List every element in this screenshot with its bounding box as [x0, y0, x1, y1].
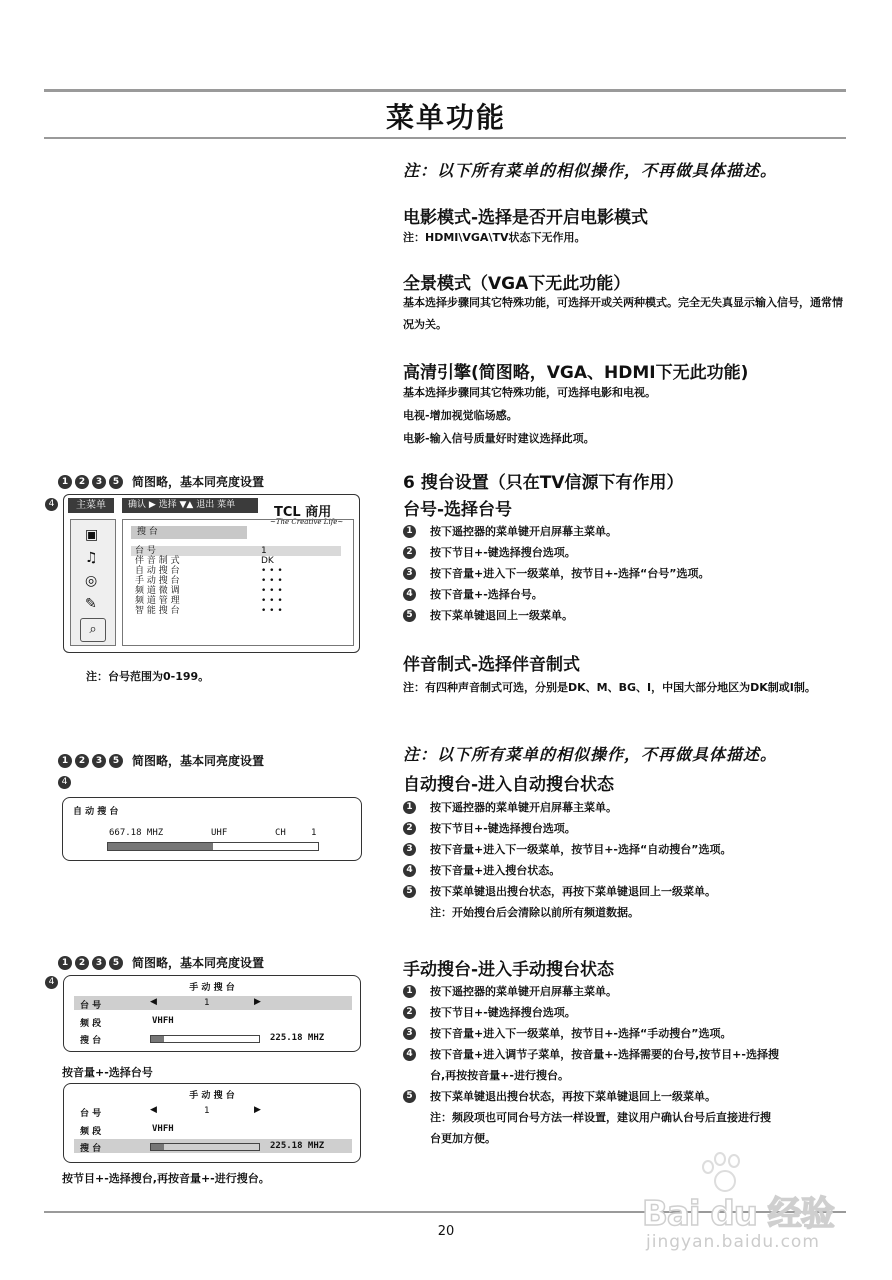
- step-text: 按下菜单键退回上一级菜单。: [430, 609, 573, 622]
- osd-content: [122, 519, 354, 646]
- osd-manual-progress-track: [150, 1143, 260, 1151]
- left-sec2-label: 简图略，基本同亮度设置: [132, 754, 265, 768]
- manual-search-note-1: 注：频段项也可同台号方法一样设置，建议用户确认台号后直接进行搜: [430, 1111, 771, 1124]
- step-item: [403, 605, 709, 626]
- left-sec1-header: [58, 473, 264, 490]
- step-number: 2: [403, 1006, 416, 1019]
- watermark-url: jingyan.baidu.com: [646, 1232, 820, 1252]
- search-icon: ⌕: [80, 618, 106, 642]
- tuning-subheading: 台号-选择台号: [403, 500, 513, 520]
- circle-number: 3: [92, 754, 106, 768]
- osd-manual-progress-fill: [151, 1144, 164, 1150]
- manual-search-heading: 手动搜台-进入手动搜台状态: [403, 960, 615, 980]
- manual-search-note-2: 台更加方便。: [430, 1132, 496, 1145]
- tuning-steps: [403, 521, 709, 626]
- osd-manual-value: VHFH: [152, 1016, 174, 1026]
- panorama-body: 基本选择步骤同其它特殊功能，可选择开或关两种模式。完全无失真显示输入信号，通常情况为关。: [403, 296, 843, 331]
- wrench-icon: ✎: [85, 596, 97, 612]
- auto-search-heading: 自动搜台-进入自动搜台状态: [403, 775, 615, 795]
- osd-manual-progress-fill: [151, 1036, 164, 1042]
- sound-system-note: 注：有四种声音制式可选，分别是DK、M、BG、I，中国大部分地区为DK制或I制。: [403, 681, 816, 694]
- step-item: [403, 1023, 779, 1044]
- sound-system-heading: 伴音制式-选择伴音制式: [403, 655, 581, 675]
- step-text: 按下遥控器的菜单键开启屏幕主菜单。: [430, 985, 617, 998]
- circle-number: 5: [109, 754, 123, 768]
- arrow-left-icon: ◀: [150, 997, 157, 1007]
- osd-manual-search-2: [63, 1083, 361, 1163]
- caption-select-search: 按节目+-选择搜台,再按音量+-进行搜台。: [62, 1172, 270, 1185]
- hd-engine-line-1: 基本选择步骤同其它特殊功能，可选择电影和电视。: [403, 386, 656, 399]
- step-text: 按下遥控器的菜单键开启屏幕主菜单。: [430, 801, 617, 814]
- movie-note: 注：HDMI\VGA\TV状态下无作用。: [403, 231, 586, 244]
- step-number: 1: [403, 801, 416, 814]
- step-number: 5: [403, 609, 416, 622]
- osd-row-value: • • •: [261, 606, 283, 616]
- circle-number: 2: [75, 475, 89, 489]
- osd-icon-sidebar: [70, 519, 116, 646]
- step-item: [403, 563, 709, 584]
- circle-number: 5: [109, 956, 123, 970]
- osd-row-labels: [135, 546, 180, 616]
- hd-engine-heading: 高清引擎(简图略，VGA、HDMI下无此功能): [403, 363, 749, 383]
- clock-icon: ◎: [85, 573, 98, 589]
- watermark-brand: Bai du 经验: [642, 1194, 834, 1234]
- osd-row-value: • • •: [261, 576, 283, 586]
- step-number: 4: [403, 588, 416, 601]
- top-rule-thick: [44, 89, 846, 92]
- osd-tuning-menu: [63, 494, 360, 653]
- step-text: 按下节目+-键选择搜台选项。: [430, 822, 576, 835]
- step-number: 3: [403, 567, 416, 580]
- osd-brand-sub: ~The Creative Life~: [270, 518, 344, 526]
- osd-row-value: • • •: [261, 586, 283, 596]
- circle-number-4: 4: [45, 498, 58, 511]
- page-title: 菜单功能: [385, 101, 506, 134]
- step-text: 按下菜单键退出搜台状态，再按下菜单键退回上一级菜单。: [430, 1090, 716, 1103]
- osd-manual-search-1: [63, 975, 361, 1052]
- page-number: 20: [437, 1224, 455, 1239]
- step-number: 2: [403, 546, 416, 559]
- osd-auto-progress-fill: [108, 843, 213, 850]
- osd-row-value: • • •: [261, 596, 283, 606]
- left-sec1-label: 简图略，基本同亮度设置: [132, 475, 265, 489]
- step-item: [403, 981, 779, 1002]
- step-number: 1: [403, 985, 416, 998]
- manual-search-steps: [403, 981, 779, 1149]
- osd-manual-label: 台 号: [80, 1109, 102, 1119]
- step-text: 按下音量+进入下一级菜单，按节目+-选择“自动搜台”选项。: [430, 843, 732, 856]
- osd-manual-label: 搜 台: [80, 1036, 102, 1046]
- title-rule: [44, 137, 846, 139]
- step-item: [403, 860, 731, 881]
- step-number: 2: [403, 822, 416, 835]
- osd-manual-label: 台 号: [80, 1001, 102, 1011]
- step-item: [403, 542, 709, 563]
- circle-number: 2: [75, 956, 89, 970]
- left-sec2-header: [58, 752, 264, 769]
- osd-auto-title: 自 动 搜 台: [73, 807, 119, 817]
- osd-row-label: 智 能 搜 台: [135, 606, 180, 616]
- osd-row-value: • • •: [261, 566, 283, 576]
- step-continuation: 台,再按按音量+-进行搜台。: [430, 1069, 569, 1082]
- hd-engine-line-3: 电影-输入信号质量好时建议选择此项。: [403, 432, 595, 445]
- osd-row-label: 频 道 管 理: [135, 596, 180, 606]
- circle-number-4: 4: [45, 976, 58, 989]
- circle-number: 3: [92, 475, 106, 489]
- osd-row-value: 1: [261, 546, 267, 556]
- note-channel-range: 注：台号范围为0-199。: [86, 670, 210, 683]
- osd-auto-band: UHF: [211, 828, 228, 838]
- osd-auto-search: [62, 797, 362, 861]
- caption-select-channel: 按音量+-选择台号: [62, 1066, 153, 1079]
- auto-search-steps: [403, 797, 731, 923]
- osd-auto-progress-track: [107, 842, 319, 851]
- osd-manual-title: 手 动 搜 台: [189, 983, 235, 993]
- step-text: 按下遥控器的菜单键开启屏幕主菜单。: [430, 525, 617, 538]
- osd-auto-ch-label: CH: [275, 828, 286, 838]
- hd-engine-line-2: 电视-增加视觉临场感。: [403, 409, 518, 422]
- step-number: 3: [403, 843, 416, 856]
- sound-icon: ♫: [85, 550, 98, 566]
- circle-number-4: 4: [58, 776, 71, 789]
- step-text: 按下节目+-键选择搜台选项。: [430, 1006, 576, 1019]
- circle-number: 1: [58, 956, 72, 970]
- picture-icon: ▣: [85, 527, 99, 543]
- osd-manual-value: VHFH: [152, 1124, 174, 1134]
- osd-row-value: DK: [261, 556, 274, 566]
- circle-number: 5: [109, 475, 123, 489]
- step-item: [403, 1086, 779, 1107]
- step-item: [403, 881, 731, 902]
- step-number: 5: [403, 1090, 416, 1103]
- circle-number: 2: [75, 754, 89, 768]
- step-text: 按下音量+进入调节子菜单，按音量+-选择需要的台号,按节目+-选择搜: [430, 1048, 779, 1061]
- osd-row-highlight: [74, 996, 352, 1010]
- osd-manual-freq: 225.18 MHZ: [270, 1033, 325, 1043]
- osd-tab-main: 主菜单: [68, 498, 114, 513]
- step-text: 按下音量+-选择台号。: [430, 588, 543, 601]
- arrow-right-icon: ▶: [254, 997, 261, 1007]
- left-sec3-label: 简图略，基本同亮度设置: [132, 956, 265, 970]
- step-text: 按下菜单键退出搜台状态，再按下菜单键退回上一级菜单。: [430, 885, 716, 898]
- step-item: [403, 584, 709, 605]
- osd-row-label: 频 道 微 调: [135, 586, 180, 596]
- step-item: [403, 521, 709, 542]
- osd-manual-value: 1: [204, 1106, 210, 1116]
- step-number: 5: [403, 885, 416, 898]
- note-italic-2: 注：以下所有菜单的相似操作，不再做具体描述。: [403, 745, 778, 764]
- osd-row-label: 台 号: [135, 546, 156, 556]
- panorama-heading: 全景模式（VGA下无此功能）: [403, 274, 631, 294]
- step-text: 按下音量+进入下一级菜单，按节目+-选择“台号”选项。: [430, 567, 710, 580]
- osd-auto-freq: 667.18 MHZ: [109, 828, 164, 838]
- osd-manual-label: 频 段: [80, 1127, 102, 1137]
- osd-nav-bar: 确认 ▶ 选择 ▼▲ 退出 菜单: [122, 498, 258, 513]
- osd-auto-ch: 1: [311, 828, 317, 838]
- arrow-left-icon: ◀: [150, 1105, 157, 1115]
- osd-manual-label: 频 段: [80, 1019, 102, 1029]
- step-number: 4: [403, 1048, 416, 1061]
- osd-row-label: 伴 音 制 式: [135, 556, 180, 566]
- circle-number: 3: [92, 956, 106, 970]
- step-item: [403, 1002, 779, 1023]
- tuning-heading: 6 搜台设置（只在TV信源下有作用）: [403, 473, 684, 493]
- osd-manual-progress-track: [150, 1035, 260, 1043]
- left-sec3-header: [58, 954, 264, 971]
- osd-manual-freq: 225.18 MHZ: [270, 1141, 325, 1151]
- osd-brand: TCL 商用: [274, 505, 332, 520]
- osd-manual-label: 搜 台: [80, 1144, 102, 1154]
- step-item: [403, 1044, 779, 1065]
- osd-row-values: [261, 546, 283, 616]
- step-text: 按下节目+-键选择搜台选项。: [430, 546, 576, 559]
- osd-manual-value: 1: [204, 998, 210, 1008]
- auto-search-note: 注：开始搜台后会清除以前所有频道数据。: [430, 906, 639, 919]
- osd-manual-title: 手 动 搜 台: [189, 1091, 235, 1101]
- arrow-right-icon: ▶: [254, 1105, 261, 1115]
- osd-content-header: 搜 台: [131, 526, 247, 539]
- note-italic-1: 注：以下所有菜单的相似操作，不再做具体描述。: [403, 161, 778, 180]
- osd-row-label: 自 动 搜 台: [135, 566, 180, 576]
- movie-heading: 电影模式-选择是否开启电影模式: [403, 208, 649, 228]
- step-number: 1: [403, 525, 416, 538]
- step-item: [403, 818, 731, 839]
- baidu-watermark: [640, 1150, 880, 1260]
- circle-number: 1: [58, 754, 72, 768]
- step-number: 3: [403, 1027, 416, 1040]
- osd-row-label: 手 动 搜 台: [135, 576, 180, 586]
- step-item: [403, 797, 731, 818]
- step-text: 按下音量+进入搜台状态。: [430, 864, 561, 877]
- step-number: 4: [403, 864, 416, 877]
- circle-number: 1: [58, 475, 72, 489]
- step-text: 按下音量+进入下一级菜单，按节目+-选择“手动搜台”选项。: [430, 1027, 732, 1040]
- step-item: [403, 839, 731, 860]
